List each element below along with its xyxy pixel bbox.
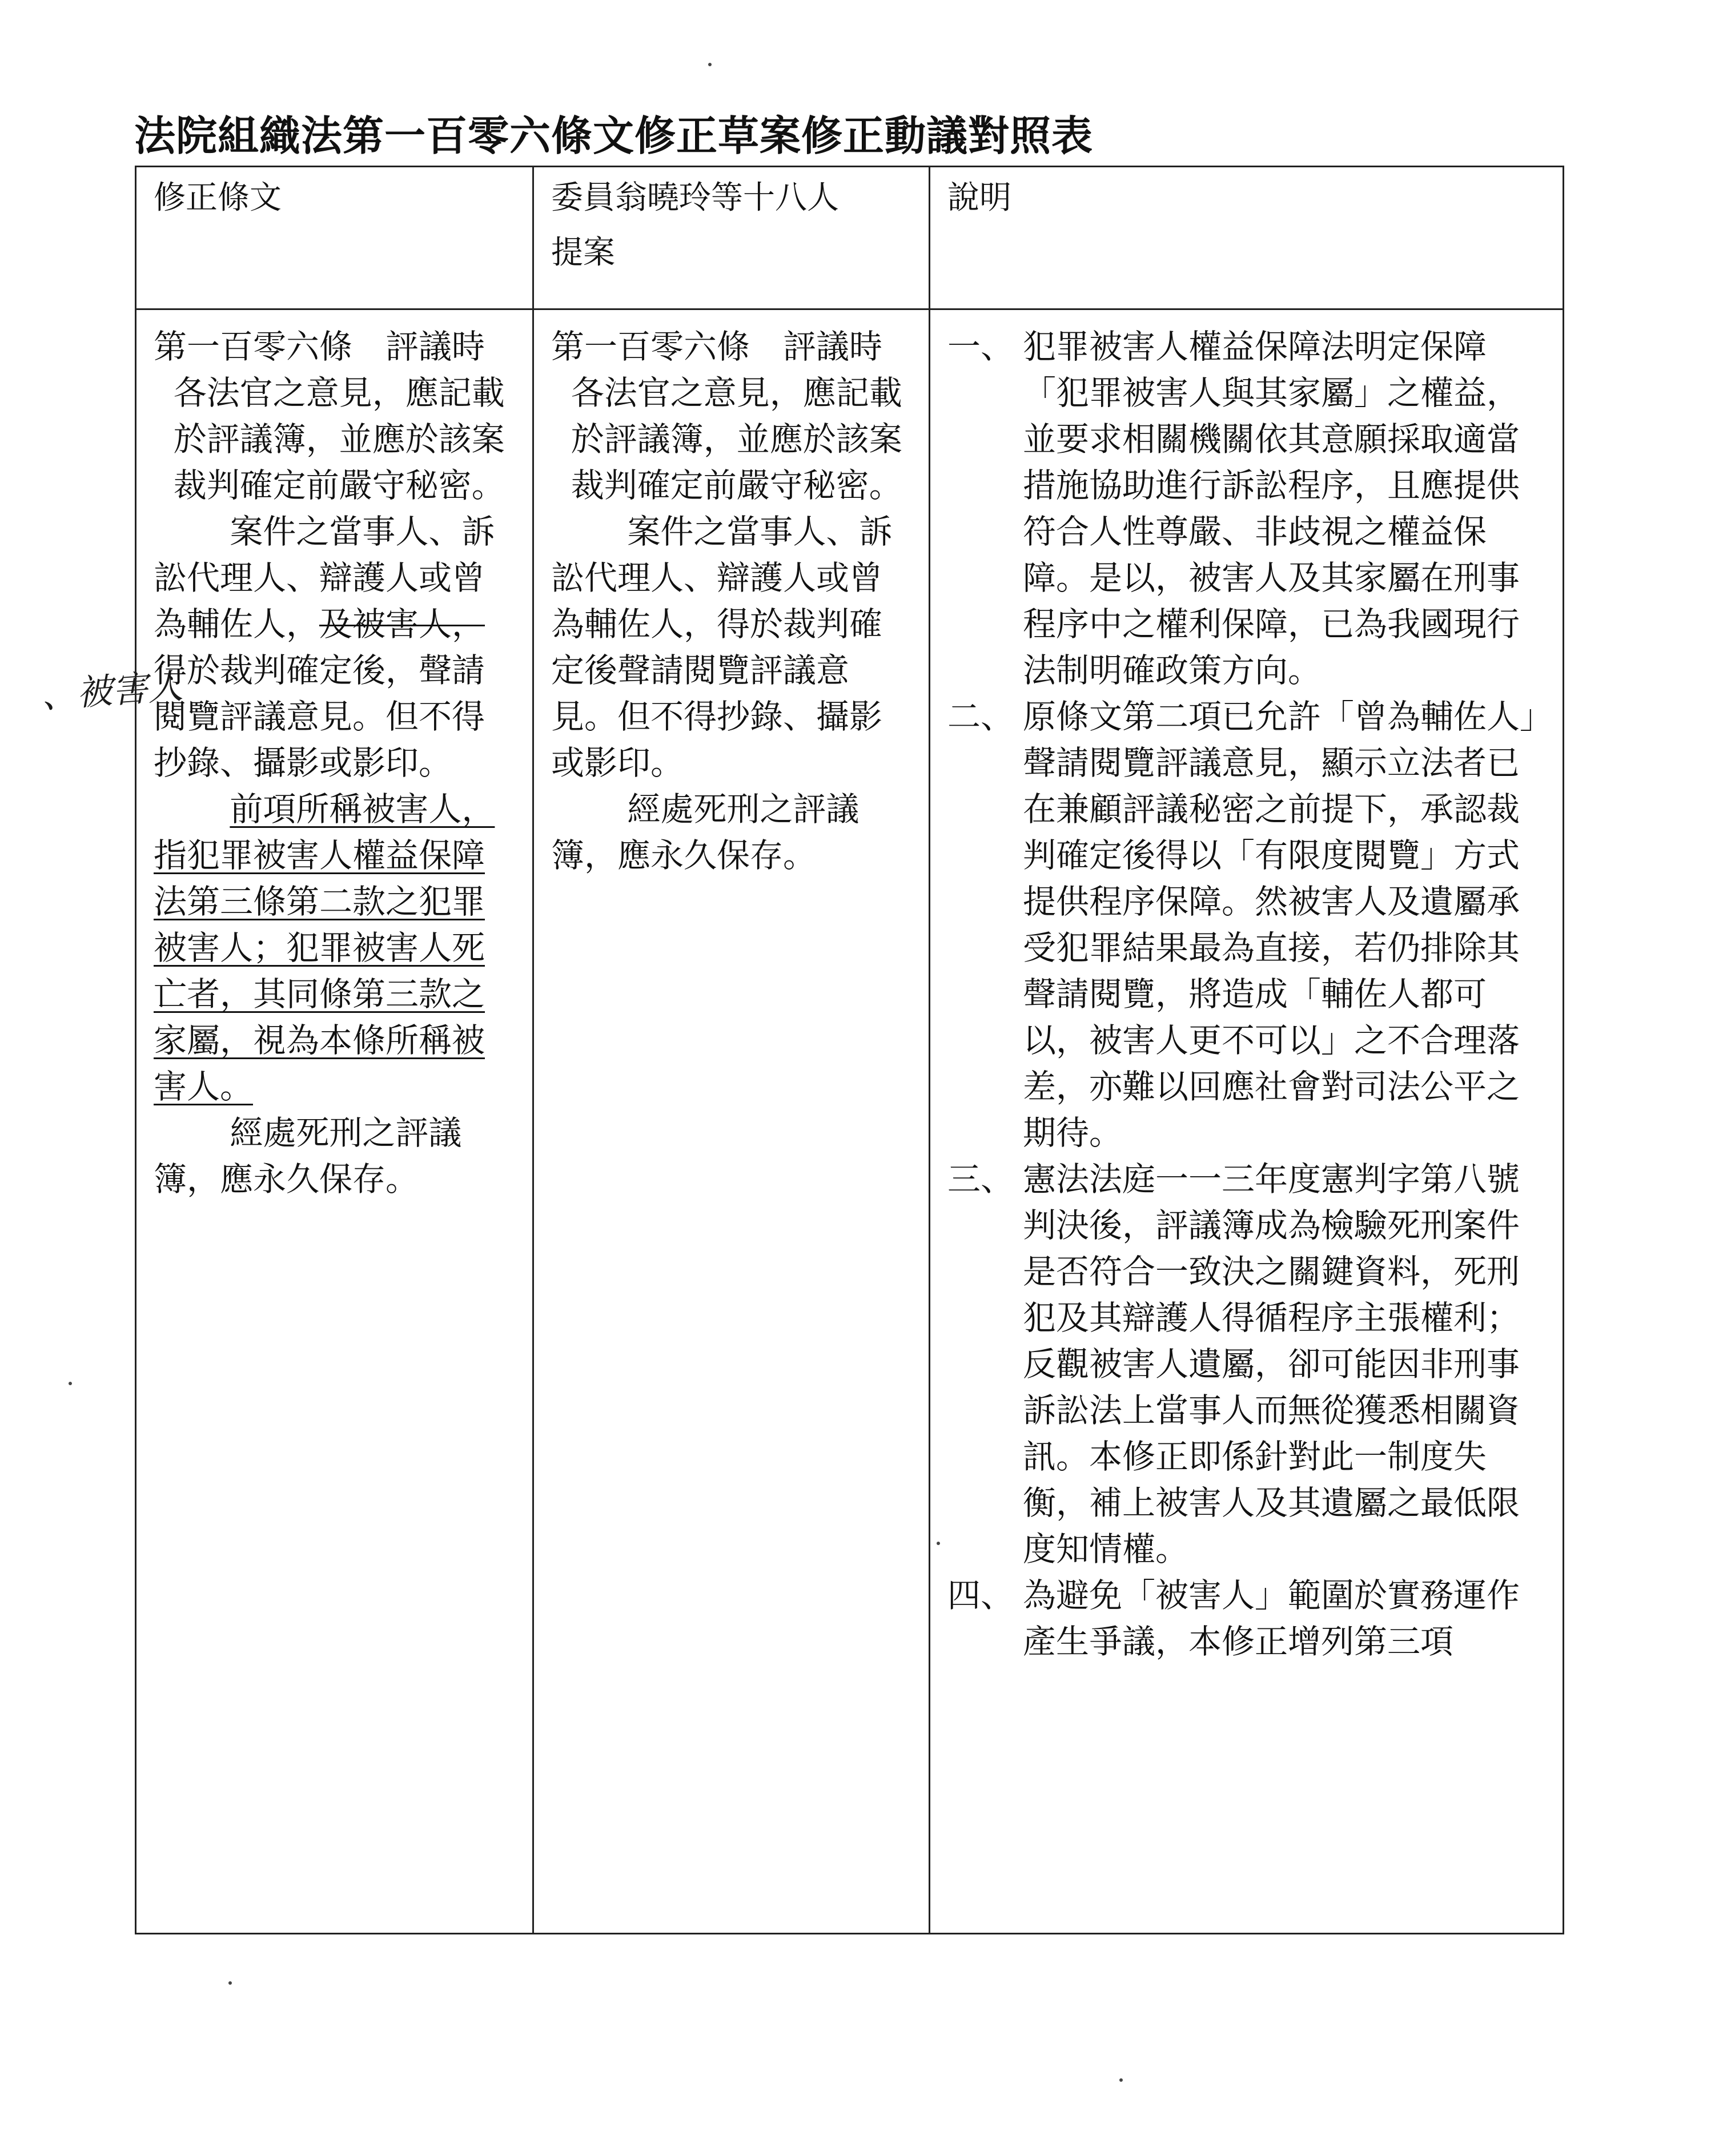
- explanation-body: 原條文第二項已允許「曾為輔佐人」聲請閱覽評議意見，顯示立法者已在兼顧評議秘密之前提下，承認裁判確定後得以「有限度閱覽」方式提供程序保障。然被害人及遺屬承受犯罪結果最為直接，若仍排除其聲請閱覽，將造成「輔佐人都可以，被害人更不可以」之不合理落差，亦難以回應社會對司法公平之期待。: [1023, 697, 1537, 1152]
- handwritten-annotation: 、被害人: [40, 665, 184, 717]
- proposal-para-2: 案件之當事人、訴訟代理人、辯護人或曾為輔佐人，得於裁判確定後聲請閱覽評議意見。但不得抄錄、攝影或影印。: [551, 512, 893, 782]
- explanation-item: [947, 1572, 1542, 1665]
- explanation-item: [947, 694, 1542, 1156]
- explanation-body: 為避免「被害人」範圍於實務運作產生爭議，本修正增列第三項: [1023, 1576, 1520, 1661]
- scan-speck: [937, 1542, 940, 1545]
- revised-para-2-after: 得於裁判確定後，聲請閱覽評議意見。但不得抄錄、攝影或影印。: [154, 651, 485, 782]
- header-proposal: 委員翁曉玲等十八人 提案: [551, 179, 839, 271]
- revised-text: [136, 310, 532, 1202]
- explanation-item: [947, 324, 1542, 694]
- revised-para-3-new: 前項所稱被害人，指犯罪被害人權益保障法第三條第二款之犯罪被害人；犯罪被害人死亡者，其同條第三款之家屬，視為本條所稱被害人。: [154, 790, 495, 1106]
- header-revised-cell: [136, 167, 533, 309]
- revised-para-1: 第一百零六條 評議時各法官之意見，應記載於評議簿，並應於該案裁判確定前嚴守秘密。: [154, 327, 505, 505]
- page-title: 法院組織法第一百零六條文修正草案修正動議對照表: [134, 112, 1094, 160]
- scan-speck: [228, 1981, 232, 1985]
- revised-text-cell: [136, 309, 533, 1934]
- table-body-row: [136, 309, 1564, 1934]
- scan-speck: [708, 63, 712, 66]
- proposal-para-3: 經處死刑之評議簿，應永久保存。: [551, 790, 859, 875]
- revised-deleted-text: 及被害人，: [319, 605, 485, 643]
- explanation-item: [947, 1156, 1542, 1572]
- explanation-body: 憲法法庭一一三年度憲判字第八號判決後，評議簿成為檢驗死刑案件是否符合一致決之關鍵資料，死刑犯及其辯護人得循程序主張權利；反觀被害人遺屬，卻可能因非刑事訴訟法上當事人而無從獲悉相關資訊。本修正即係針對此一制度失衡，補上被害人及其遺屬之最低限度知情權。: [1023, 1160, 1520, 1568]
- explanation-text: [930, 310, 1563, 1665]
- revised-para-2-before: 案件之當事人、訴訟代理人、辯護人或曾為輔佐人，: [154, 512, 495, 643]
- explanation-number: 一、: [947, 327, 1014, 366]
- scan-speck: [1119, 2078, 1123, 2082]
- explanation-number: 二、: [947, 697, 1014, 736]
- proposal-para-1: 第一百零六條 評議時各法官之意見，應記載於評議簿，並應於該案裁判確定前嚴守秘密。: [551, 327, 902, 505]
- header-revised: 修正條文: [154, 179, 282, 216]
- header-explanation-cell: [930, 167, 1564, 309]
- scan-speck: [69, 1382, 72, 1385]
- proposal-text-cell: [533, 309, 930, 1934]
- explanation-number: 四、: [947, 1576, 1014, 1615]
- explanation-cell: [930, 309, 1564, 1934]
- table-header-row: [136, 167, 1564, 309]
- revised-para-4: 經處死刑之評議簿，應永久保存。: [154, 1113, 462, 1198]
- comparison-table: [135, 166, 1564, 1934]
- explanation-number: 三、: [947, 1160, 1014, 1198]
- revised-para-2: [154, 509, 512, 786]
- header-explanation: 說明: [947, 179, 1011, 216]
- explanation-body: 犯罪被害人權益保障法明定保障「犯罪被害人與其家屬」之權益，並要求相關機關依其意願採取適當措施協助進行訴訟程序，且應提供符合人性尊嚴、非歧視之權益保障。是以，被害人及其家屬在刑事程序中之權利保障，已為我國現行法制明確政策方向。: [1023, 327, 1520, 690]
- header-proposal-cell: [533, 167, 930, 309]
- proposal-text: [534, 310, 929, 879]
